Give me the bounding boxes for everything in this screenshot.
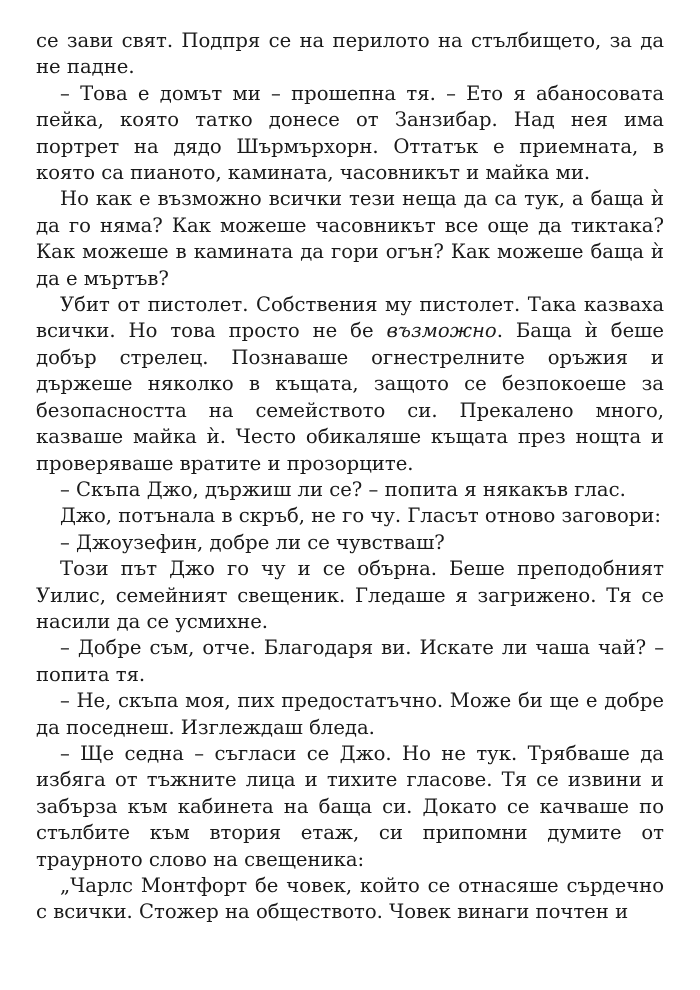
paragraph-text: Този път Джо го чу и се обърна. Беше преподобният Уилис, семейният свещеник. Гледаше я загрижено. Тя се насили да се усмихне. bbox=[36, 557, 664, 633]
paragraph bbox=[36, 28, 664, 81]
paragraph bbox=[36, 503, 664, 529]
paragraph-text: . Баща ѝ беше добър стрелец. Познаваше огнестрелните оръжия и държеше няколко в къщата, защото се безпокоеше за безопасността на семейството си. Прекалено много, казваше майка ѝ. Често обикаляше къщата през нощта и проверяваше вратите и прозорците. bbox=[36, 319, 664, 475]
paragraph-text: – Не, скъпа моя, пих предостатъчно. Може би ще е добре да поседнеш. Изглеждаш бледа. bbox=[36, 689, 664, 739]
paragraph bbox=[36, 873, 664, 926]
paragraph-text: Но как е възможно всички тези неща да са тук, а баща ѝ да го няма? Как можеше часовникът все още да тиктака? Как можеше в камината да гори огън? Как можеше баща ѝ да е мъртъв? bbox=[36, 187, 664, 290]
paragraph bbox=[36, 292, 664, 477]
paragraph-text: – Скъпа Джо, държиш ли се? – попита я някакъв глас. bbox=[60, 477, 626, 501]
paragraph bbox=[36, 81, 664, 187]
paragraph-text: – Това е домът ми – прошепна тя. – Ето я абаносовата пейка, която татко донесе от Занзибар. Над нея има портрет на дядо Шърмърхорн. Оттатък е приемната, в която са пианото, камината, часовникът и майка ми. bbox=[36, 81, 664, 185]
paragraph bbox=[36, 688, 664, 741]
page-text bbox=[36, 28, 664, 926]
paragraph-text: – Добре съм, отче. Благодаря ви. Искате ли чаша чай? – попита тя. bbox=[36, 636, 664, 686]
paragraph-text: – Ще седна – съгласи се Джо. Но не тук. Трябваше да избяга от тъжните лица и тихите гласове. Тя се извини и забърза към кабинета на баща си. Докато се качваше по стълбите към втория етаж, си припомни думите от траурното слово на свещеника: bbox=[36, 741, 664, 871]
paragraph bbox=[36, 741, 664, 873]
paragraph-text: – Джоузефин, добре ли се чувстваш? bbox=[60, 530, 445, 554]
emphasized-text: възможно bbox=[386, 319, 497, 343]
paragraph bbox=[36, 530, 664, 556]
paragraph bbox=[36, 556, 664, 635]
paragraph bbox=[36, 186, 664, 292]
paragraph-text: се зави свят. Подпря се на перилото на стълбището, за да не падне. bbox=[36, 29, 664, 79]
paragraph-text: Джо, потънала в скръб, не го чу. Гласът отново заговори: bbox=[60, 504, 661, 528]
paragraph-text: „Чарлс Монтфорт бе човек, който се отнасяше сърдечно с всички. Стожер на обществото. Човек винаги почтен и bbox=[36, 874, 664, 924]
paragraph bbox=[36, 477, 664, 503]
paragraph-text: Убит от пистолет. Собствения му пистолет. Така казваха всички. Но това просто не бе bbox=[36, 293, 664, 343]
paragraph bbox=[36, 635, 664, 688]
